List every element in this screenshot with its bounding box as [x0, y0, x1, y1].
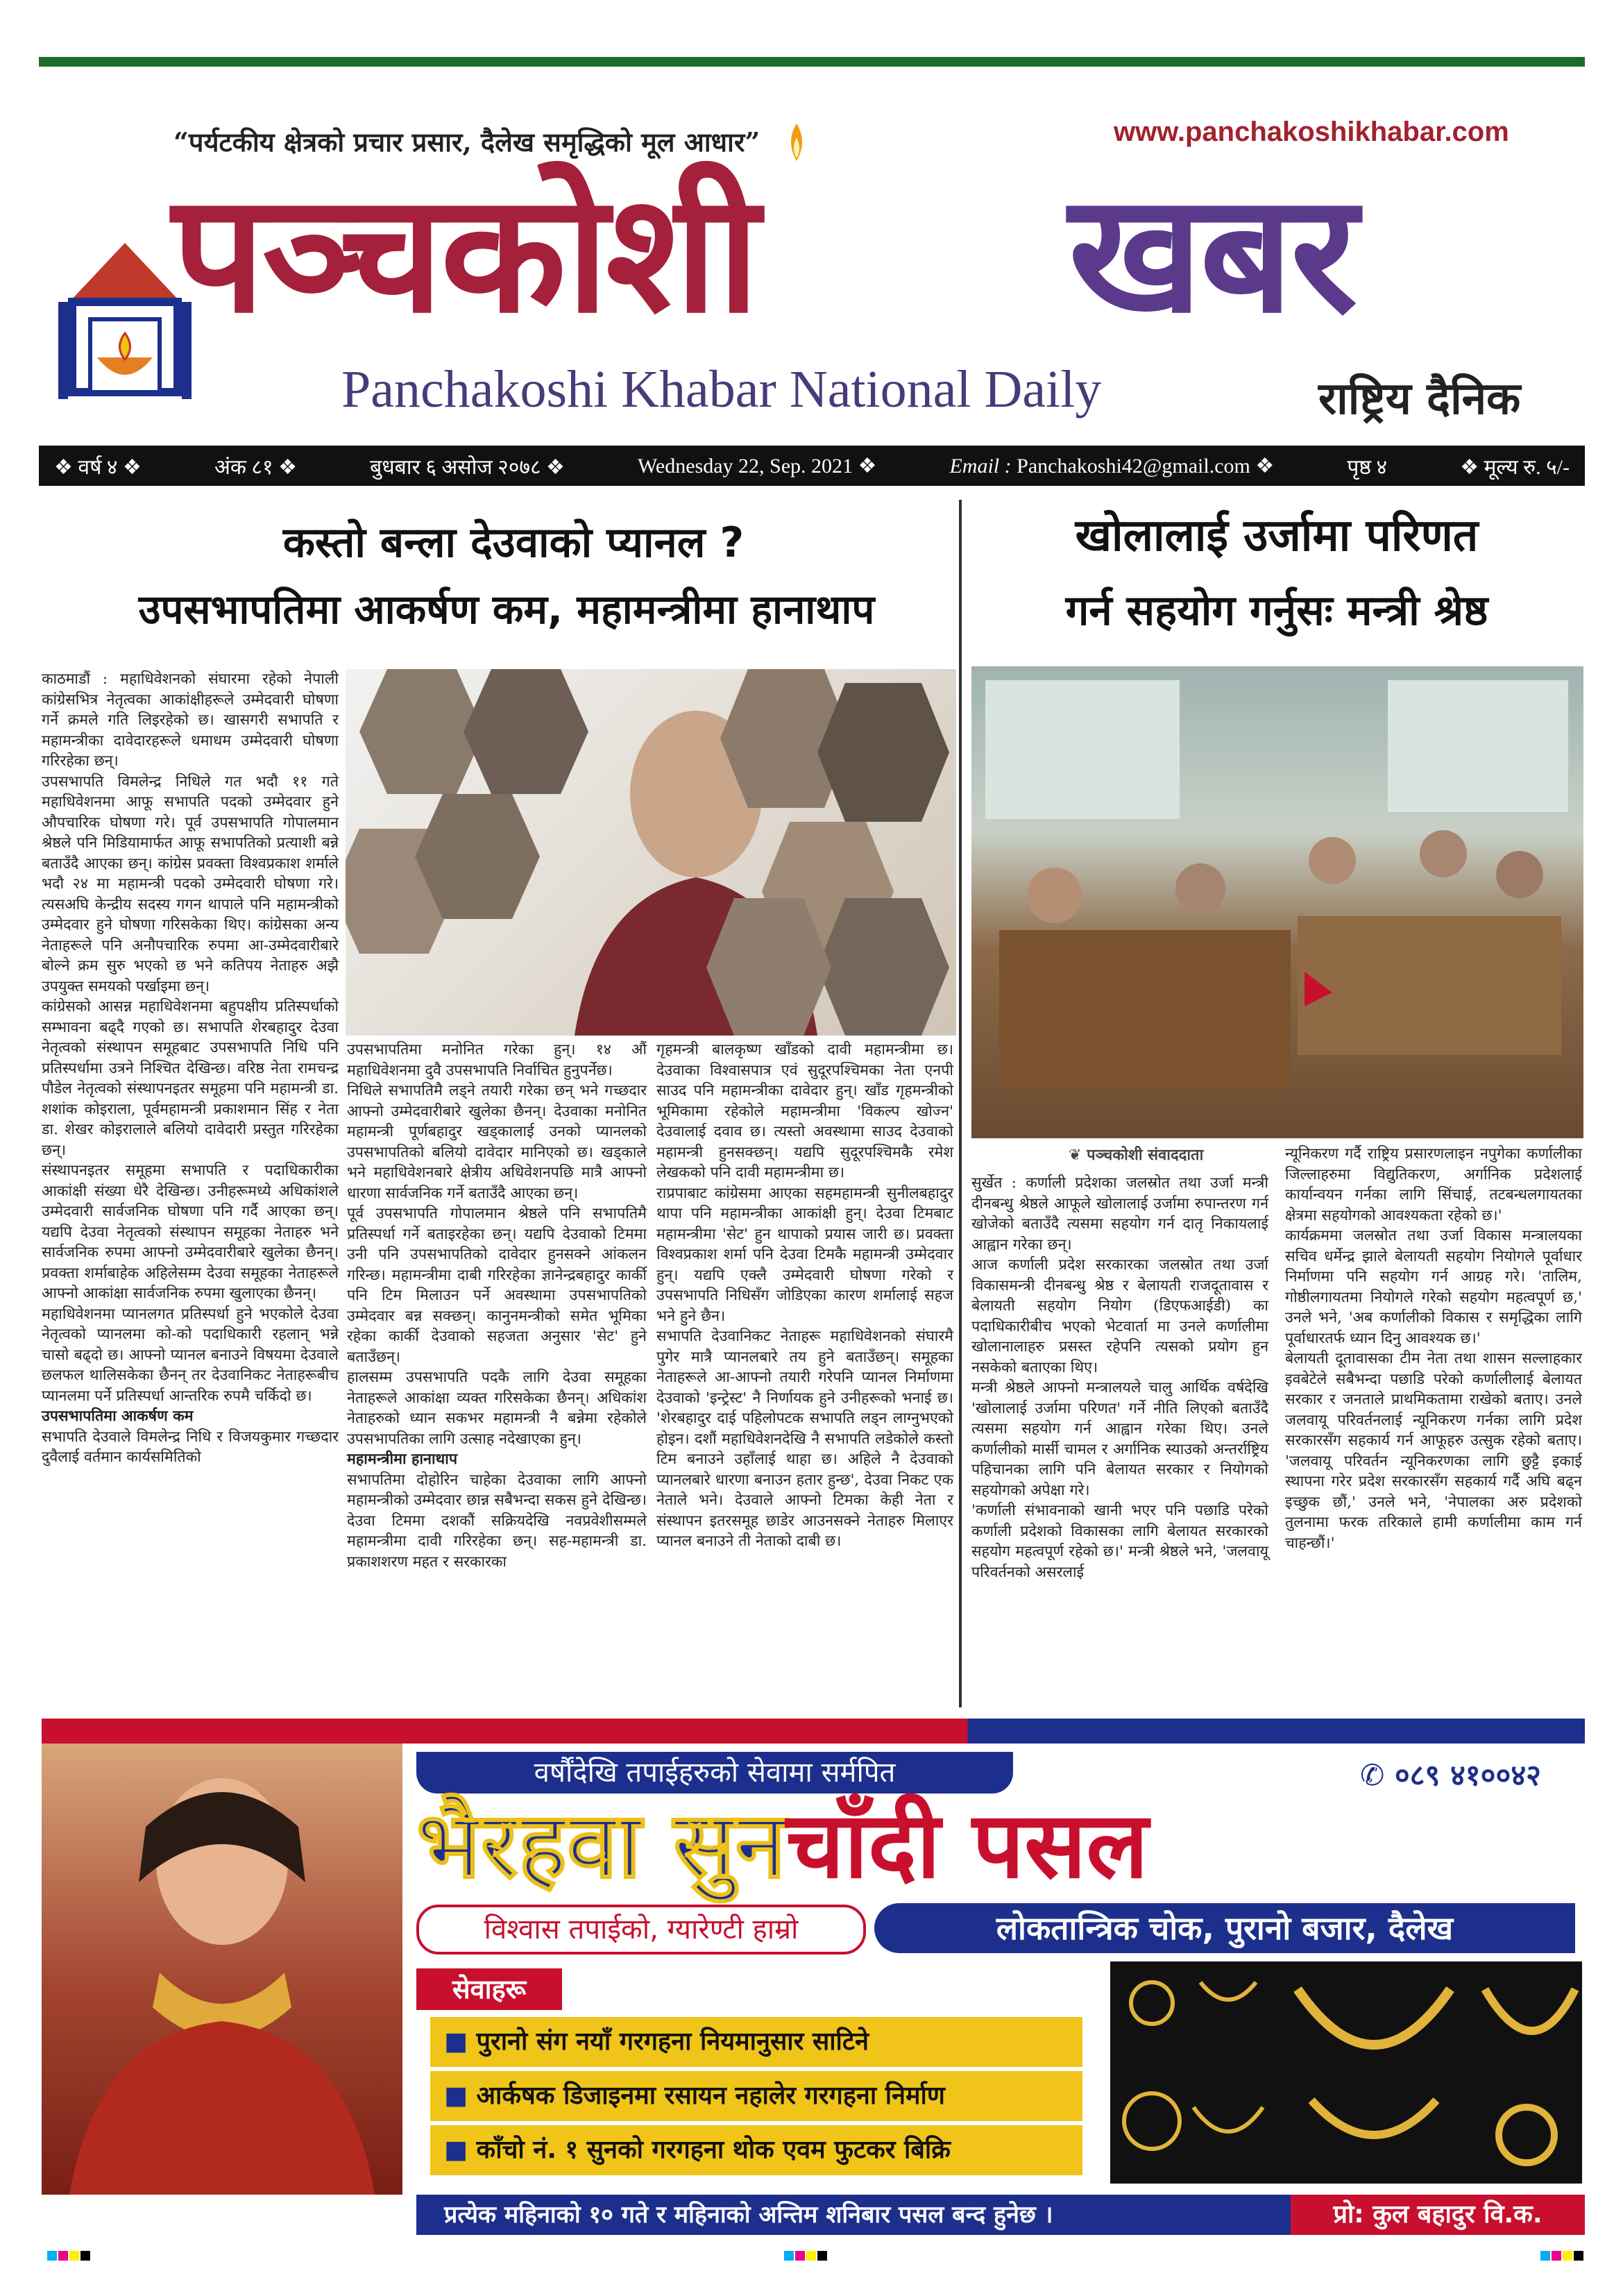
- paragraph: न्यूनिकरण गर्दै राष्ट्रिय प्रसारणलाइन नपुगेका कर्णालीका जिल्लाहरुमा विद्युतिकरण, अर्गानिक प्रदेशलाई कार्यान्वयन गर्नका लागि सिंचाई, तटबन्धलगायतका क्षेत्रमा सहयोगको आवश्यकता रहेको छ।': [1285, 1145, 1582, 1224]
- email-label: Email :: [949, 454, 1012, 478]
- paragraph: सुर्खेत : कर्णाली प्रदेशका जलस्रोत तथा उर्जा मन्त्री दीनबन्धु श्रेष्ठले आफूले खोलालाई उर्जामा रुपान्तरण गर्न खोजेको बताउँदै त्यसमा सहयोग गर्न दातृ निकायलाई आह्वान गरेका छन्।: [971, 1174, 1268, 1253]
- paragraph: काठमाडौं : महाधिवेशनको संघारमा रहेको नेपाली कांग्रेसभित्र नेतृत्वका आकांक्षीहरूले उम्मेदवारी घोषणा गर्ने क्रमले गति लिइरहेको छ। खासगरी सभापति र महामन्त्रीका दावेदारहरूले धमाधम उम्मेदवारी घोषणा गरिरहेका छन्।: [42, 670, 339, 770]
- paragraph: सभापति देउवानिकट नेताहरू महाधिवेशनको संघारमै पुगेर मात्रै प्यानलबारे तय हुने बताउँछन्। समूहका नेताहरूले आ-आफ्नो तयारी गरेपनि प्यानल निर्माणमा देउवाको 'इन्ट्रेस्ट' नै निर्णायक हुने उनीहरूको भनाई छ। 'शेरबहादुर दाई पहिलोपटक सभापति लड्न लाग्नुभएको होइन। दशौं महाधिवेशनदेखि नै सभापति लडेकोले कस्तो टिम बनाउने उहाँलाई थाहा छ। अहिले नै देउवाको प्यानलबारे धारणा बनाउन हतार हुन्छ', देउवा निकट एक नेताले भने। देउवाले आफ्नो टिमका केही नेता र संस्थापन इतरसमूह छाडेर आउनसक्ने नेताहरु मिलाएर प्यानल बनाउने ती नेताको दाबी छ।: [656, 1328, 953, 1550]
- flame-icon: [783, 122, 810, 167]
- necklace-set-icon: [1311, 2100, 1436, 2135]
- website-url[interactable]: www.panchakoshikhabar.com: [1114, 117, 1509, 147]
- left-article-column-3: [656, 1040, 953, 1552]
- top-rule: [39, 57, 1585, 67]
- necklace-set-icon: [1298, 1989, 1450, 2045]
- model-photo: [42, 1744, 402, 2195]
- masthead-title-purple: खबर: [1069, 158, 1355, 349]
- meeting-photo: [971, 666, 1583, 1138]
- right-article-column-1: [971, 1173, 1268, 1582]
- registration-marks-left: [47, 2250, 92, 2263]
- paragraph: बेलायती दूतावासका टीम नेता तथा शासन सल्लाहकार इवबेटेले सबैभन्दा पछाडि परेको कर्णालीलाई बेलायत सरकार र जनताले प्राथमिकतामा राखेको बताए। उनले जलवायू परिवर्तनलाई न्यूनिकरण गर्नका लागि प्रदेश सरकारसँग सहकार्य गर्न आफूहरु उत्सुक रहेको बताए। 'जलवायू परिवर्तन न्यूनिकरणका लागि छुट्टै इकाई स्थापना गरेर प्रदेश सरकारसँग सहकार्य गर्दै अघि बढ्न इच्छुक छौं,' उनले भने, 'नेपालका अरु प्रदेशको तुलनामा फरक तरिकाले हामी कर्णालीमा काम गर्न चाहन्छौं।': [1285, 1350, 1582, 1552]
- paragraph: मन्त्री श्रेष्ठले आफ्नो मन्त्रालयले चालु आर्थिक वर्षदेखि 'खोलालाई उर्जामा परिणत' गर्ने नीति लिएको बताउँदै त्यसमा सहयोग गर्न आह्वान गरेका थिए। उनले कर्णालीको मार्सी चामल र अर्गानिक स्याउको अन्तर्राष्ट्रिय पहिचानका लागि पनि बेलायत सरकार र नियोगको सहयोगको अपेक्षा गरे।: [971, 1379, 1268, 1499]
- paragraph: कांग्रेसको आसन्न महाधिवेशनमा बहुपक्षीय प्रतिस्पर्धाको सम्भावना बढ्दै गएको छ। सभापति शेरबहादुर देउवा नेतृत्वको संस्थापन समूहबाट उपसभापति निधि पनि प्रतिस्पर्धामा उत्रने निश्चित देखिन्छ। वरिष्ठ नेता रामचन्द्र पौडेल नेतृत्वको संस्थापनइतर समूहमा पनि महामन्त्री डा. शशांक कोइराला, पूर्वमहामन्त्री प्रकाशमान सिंह र नेता डा. शेखर कोइरालाले बलियो दावेदारी प्रस्तुत गरिरहेका छन्।: [42, 998, 339, 1159]
- right-headline-line2: गर्न सहयोग गर्नुसः मन्त्री श्रेष्ठ: [1065, 586, 1488, 635]
- services-list: [430, 2017, 1082, 2175]
- ad-address: लोकतान्त्रिक चोक, पुरानो बजार, दैलेख: [874, 1903, 1575, 1953]
- ad-tagline: वर्षौंदेखि तपाईहरुको सेवामा सर्मपित: [416, 1752, 1013, 1793]
- politicians-collage-photo: [346, 669, 956, 1036]
- ad-top-stripe: [42, 1719, 1585, 1744]
- volume: ❖ वर्ष ४ ❖: [54, 455, 142, 479]
- right-article-column-2: [1285, 1144, 1582, 1553]
- registration-marks-right: [1540, 2250, 1585, 2263]
- shop-name-banner: [416, 1793, 1582, 1898]
- choker-icon: [1485, 1989, 1575, 2031]
- left-headline-line2: उपसभापतिमा आकर्षण कम, महामन्त्रीमा हानाथाप: [138, 586, 875, 633]
- left-article-column-1: [42, 669, 339, 1468]
- left-headline-line1: कस्तो बन्ला देउवाको प्यानल ?: [282, 518, 745, 567]
- masthead-tagline: “पर्यटकीय क्षेत्रको प्रचार प्रसार, दैलेख समृद्धिको मूल आधार”: [173, 126, 760, 158]
- paragraph: उपसभापति विमलेन्द्र निधिले गत भदौ ११ गते महाधिवेशनमा आफू सभापति पदको उम्मेदवार हुने औपचारिक घोषणा गरे। पूर्व उपसभापति गोपालमान श्रेष्ठले पनि मिडियामार्फत आफू सभापतिको प्रत्याशी बन्ने बताउँदै आएका छन्। कांग्रेस प्रवक्ता विश्वप्रकाश शर्माले भदौ २४ मा महामन्त्री पदको उम्मेदवारी घोषणा गरे। त्यसअघि केन्द्रीय सदस्य गगन थापाले पनि महामन्त्रीको उम्मेदवार हुने घोषणा गरिसकेका थिए। कांग्रेसका अन्य नेताहरूले पनि अनौपचारिक रुपमा आ-उम्मेदवारीबारे बोल्ने क्रम सुरु भएको छ भने कतिपय नेताहरु अझै उपयुक्त समयको पर्खाइमा छन्।: [42, 773, 339, 995]
- ad-notice: प्रत्येक महिनाको १० गते र महिनाको अन्तिम शनिबार पसल बन्द हुनेछ ।: [444, 2201, 1053, 2229]
- service-text: पुरानो संग नयाँ गरगहना नियमानुसार साटिने: [476, 2027, 869, 2056]
- masthead-title-red: पञ्चकोशी: [172, 158, 757, 349]
- earring-icon: [1499, 2107, 1554, 2163]
- column-divider: [959, 500, 962, 1707]
- jewellery-advertisement: [42, 1719, 1585, 2235]
- nepali-date: बुधबार ६ असोज २०७८ ❖: [370, 455, 565, 479]
- left-article-column-2: [347, 1040, 647, 1572]
- byline: ❦ पञ्चकोशी संवाददाता: [1069, 1147, 1204, 1164]
- paragraph: 'कर्णाली संभावनाको खानी भएर पनि पछाडि परेको कर्णाली प्रदेशको विकासका लागि बेलायत सरकारको सहयोग महत्वपूर्ण रहेको छ।' मन्त्री श्रेष्ठले भने, 'जलवायू परिवर्तनको असरलाई: [971, 1502, 1268, 1581]
- issue-number: अंक ८१ ❖: [214, 455, 298, 479]
- services-label: सेवाहरू: [416, 1968, 562, 2010]
- chain-icon: [1193, 2107, 1263, 2132]
- paragraph: हालसम्म उपसभापति पदकै लागि देउवा समूहका नेताहरूले आकांक्षा व्यक्त गरिसकेका छैनन्। अधिकांश नेताहरुको ध्यान सकभर महामन्त्री नै बन्नेमा रहेकोले उपसभापतिका लागि उत्साह नदेखाएका हुन्।: [347, 1369, 647, 1448]
- page-number: पृष्ठ ४: [1347, 455, 1388, 479]
- paragraph: संस्थापनइतर समूहमा सभापति र पदाधिकारीका आकांक्षी संख्या धेरै देखिन्छ। उनीहरूमध्ये अधिकांशले उम्मेदवारी सार्वजनिक घोषणा पनि गर्दै आएका छन्। यद्यपि देउवा नेतृत्वको संस्थापन समूहका नेताहरु भने सार्वजनिक रुपमा आफ्नो उम्मेदवारीबारे खुलेका छैनन्। प्रवक्ता शर्माबाहेक अहिलेसम्म देउवा समूहका नेताहरूले आफ्नो आकांक्षा सार्वजनिक रुपमा खुलाएका छैनन्।: [42, 1162, 339, 1302]
- service-item: ■ पुरानो संग नयाँ गरगहना नियमानुसार साटिने: [430, 2017, 1082, 2067]
- paragraph: गृहमन्त्री बालकृष्ण खाँडको दावी महामन्त्रीमा छ। देउवाका विश्वासपात्र एवं सुदूरपश्चिमका नेता एनपी साउद पनि महामन्त्रीका दावेदार हुन्। खाँड गृहमन्त्रीको भूमिकामा रहेकोले महामन्त्रीमा 'विकल्प खोज्न' देउवालाई दवाव छ। त्यस्तो अवस्थामा साउद देउवाको महामन्त्री हुनसक्छन्। यद्यपि सुदूरपश्चिमकै रमेश लेखकको पनि दावी महामन्त्रीमा छ।: [656, 1041, 953, 1181]
- right-headline-line1: खोलालाई उर्जामा परिणत: [1075, 510, 1479, 562]
- paragraph: महाधिवेशनमा प्यानलगत प्रतिस्पर्धा हुने भएकोले देउवा नेतृत्वको प्यानलमा को-को पदाधिकारी रहलान् भन्ने चासो बढ्दो छ। आफ्नो प्यानल बनाउने विषयमा देउवाले छलफल थालिसकेका छैनन् तर देउवानिकट नेताहरूबीच प्यानलमा पर्ने प्रतिस्पर्धा आन्तरिक रुपमै चर्किदो छ।: [42, 1305, 339, 1405]
- service-text: आर्कषक डिजाइनमा रसायन नहालेर गरगहना निर्माण: [476, 2082, 945, 2110]
- bangle-icon: [1124, 2093, 1180, 2149]
- ad-slogan: विश्वास तपाईको, ग्यारेण्टी हाम्रो: [416, 1905, 866, 1955]
- english-date: Wednesday 22, Sep. 2021 ❖: [638, 454, 877, 478]
- email: [949, 454, 1274, 478]
- service-item: ■ काँचो नं. १ सुनको गरगहना थोक एवम फुटकर बिक्रि: [430, 2125, 1082, 2175]
- paragraph: आज कर्णाली प्रदेश सरकारका जलस्रोत तथा उर्जा विकासमन्त्री दीनबन्धु श्रेष्ठ र बेलायती राजदूतावास र बेलायती सहयोग नियोग (डिएफआईडी) का पदाधिकारीबीच भएको भेटवार्ता मा उनले कर्णालीमा खोलानालाहरु प्रसस्त रहेपनि त्यसको प्रयोग हुन नसकेको बताएका थिए।: [971, 1256, 1268, 1376]
- jewellery-gallery: [1110, 1961, 1582, 2184]
- paragraph: राप्रपाबाट कांग्रेसमा आएका सहमहामन्त्री सुनीलबहादुर थापा पनि महामन्त्रीका आकांक्षी हुन्। देउवा टिमबाट महामन्त्रीमा 'सेट' हुन थापाको प्रयास जारी छ। प्रवक्ता विश्वप्रकाश शर्मा पनि देउवा टिमकै महामन्त्री उम्मेदवार हुन्। यद्यपि एक्लै उम्मेदवारी घोषणा गरेको र उपसभापति निधिसँग जोडिएका कारण शर्मालाई सहज भने हुने छैन।: [656, 1184, 953, 1325]
- paragraph: कार्यक्रममा जलस्रोत तथा उर्जा विकास मन्त्रालयका सचिव धर्मेन्द्र झाले बेलायती सहयोग नियोगले पूर्वाधार निर्माणमा पनि सहयोग गर्न आग्रह गरे। 'तालिम, गोष्ठीलगायतमा नियोगले गरेको सहयोग महत्वपूर्ण छ,' उनले भने, 'अब कर्णालीको विकास र समृद्धिका लागि पूर्वाधारतर्फ ध्यान दिनु आवश्यक छ।': [1285, 1227, 1582, 1347]
- english-title: Panchakoshi Khabar National Daily: [341, 360, 1102, 419]
- paragraph: पूर्व उपसभापति गोपालमान श्रेष्ठले पनि सभापतिमै प्रतिस्पर्धा गर्ने बताइरहेका छन्। यद्यपि देउवाको टिममा उनी पनि उपसभापतिको दावेदार हुनसक्ने आंकलन गरिन्छ। महामन्त्रीमा दाबी गरिरहेका ज्ञानेन्द्रबहादुर कार्की पनि टिम मिलाउन पर्ने अवस्थामा उपसभापतिको उम्मेदवार बन्न सक्छन्। कानुनमन्त्रीको समेत भूमिका रहेका कार्की देउवाको सहजता अनुसार 'सेट' हुने बताउँछन्।: [347, 1205, 647, 1366]
- paragraph: सभापति देउवाले विमलेन्द्र निधि र विजयकुमार गच्छदार दुवैलाई वर्तमान कार्यसमितिको: [42, 1428, 339, 1466]
- paragraph: निधिले सभापतिमै लड्ने तयारी गरेका छन् भने गच्छदार आफ्नो उम्मेदवारीबारे खुलेका छैनन्। देउवाका मनोनित महामन्त्री पूर्णबहादुर खड्कालाई उनको प्यानलको उपसभापतिको बलियो दावेदार मानिएको छ। खड्काले भने महाधिवेशनबारे क्षेत्रीय अधिवेशनपछि मात्रै आफ्नो धारणा सार्वजनिक गर्ने बताउँदै आएका छन्।: [347, 1082, 647, 1202]
- subheading: महामन्त्रीमा हानाथाप: [347, 1451, 458, 1468]
- necklace-icon: [1200, 1982, 1256, 2000]
- paragraph: उपसभापतिमा मनोनित गरेका हुन्। १४ औं महाधिवेशनमा दुवै उपसभापति निर्वाचित हुनुपर्नेछ।: [347, 1041, 647, 1079]
- ring-icon: [1131, 1982, 1173, 2024]
- shop-name-part2: चाँदी पसल: [785, 1792, 1148, 1899]
- issue-info-bar: [39, 446, 1585, 486]
- paragraph: सभापतिमा दोहोरिन चाहेका देउवाका लागि आफ्नो महामन्त्रीको उम्मेदवार छान्न सबैभन्दा सकस हुने देखिन्छ। देउवा टिममा दशकौं सक्रियदेखि नवप्रवेशीसम्मले महामन्त्रीमा दावी गरिरहेका छन्। सह-महामन्त्री डा. प्रकाशशरण महत र सरकारका: [347, 1471, 647, 1571]
- subheading: उपसभापतिमा आकर्षण कम: [42, 1408, 194, 1425]
- service-text: काँचो नं. १ सुनको गरगहना थोक एवम फुटकर बिक्रि: [476, 2136, 951, 2164]
- shop-name-part1: भैरहवा सुन: [416, 1792, 786, 1899]
- ad-proprietor: प्रो: कुल बहादुर वि.क.: [1291, 2195, 1585, 2235]
- price: ❖ मूल्य रु. ५/-: [1460, 455, 1570, 479]
- email-address[interactable]: Panchakoshi42@gmail.com ❖: [1017, 454, 1275, 478]
- national-daily-label: राष्ट्रिय दैनिक: [1318, 373, 1521, 425]
- ad-phone[interactable]: ✆ ०८९ ४१००४२: [1360, 1758, 1541, 1792]
- service-item: ■ आर्कषक डिजाइनमा रसायन नहालेर गरगहना निर्माण: [430, 2071, 1082, 2121]
- registration-marks-center: [784, 2250, 829, 2263]
